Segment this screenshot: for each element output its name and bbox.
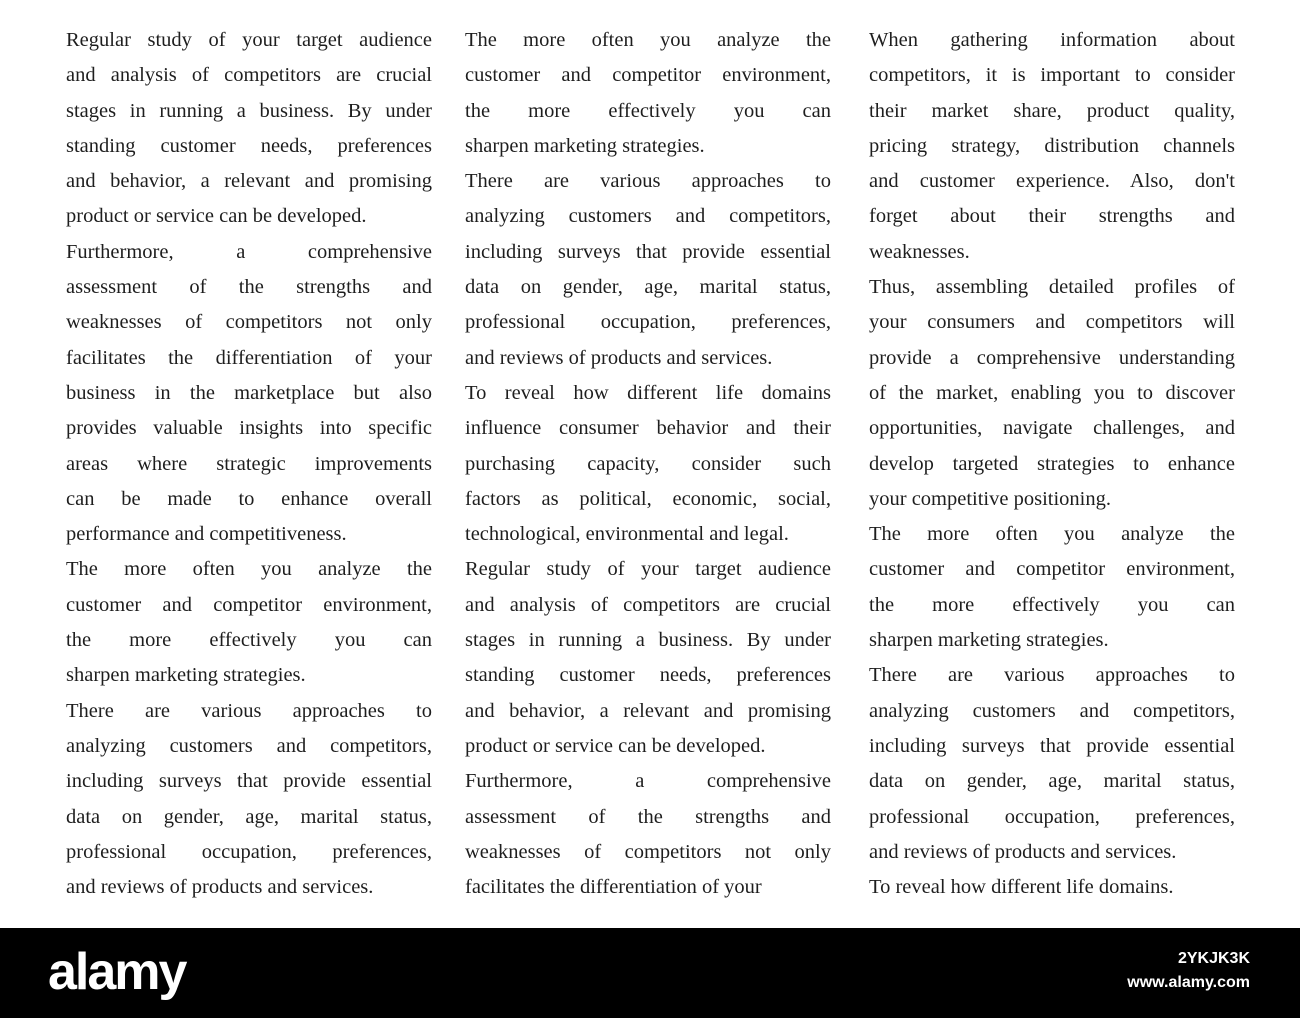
text-line: your competitive positioning. <box>869 487 1111 510</box>
text-line: pricing strategy, distribution channels <box>869 134 1235 157</box>
text-line: opportunities, navigate challenges, and <box>869 417 1235 440</box>
text-line: their market share, product quality, <box>869 99 1235 122</box>
text-line: Furthermore, a comprehensive <box>465 770 831 793</box>
text-column-2 <box>465 23 831 905</box>
text-line: Furthermore, a comprehensive <box>66 240 432 263</box>
text-line: provides valuable insights into specific <box>66 417 432 440</box>
text-line: and customer experience. Also, don't <box>869 170 1235 193</box>
text-column-3 <box>869 23 1235 905</box>
text-line: customer and competitor environment, <box>66 593 432 616</box>
text-column-1 <box>66 23 432 905</box>
text-line: standing customer needs, preferences <box>465 664 831 687</box>
text-line: and analysis of competitors are crucial <box>66 64 432 87</box>
text-line: sharpen marketing strategies. <box>465 134 705 157</box>
text-line: The more often you analyze the <box>465 29 831 51</box>
text-line: When gathering information about <box>869 29 1235 51</box>
text-line: weaknesses. <box>869 240 970 263</box>
text-line: and behavior, a relevant and promising <box>465 699 831 722</box>
text-line: There are various approaches to <box>465 170 831 193</box>
text-line: competitors, it is important to consider <box>869 64 1235 87</box>
text-line: performance and competitiveness. <box>66 523 347 546</box>
text-line: stages in running a business. By under <box>66 99 432 122</box>
text-line: There are various approaches to <box>869 664 1235 687</box>
text-line: analyzing customers and competitors, <box>66 734 432 757</box>
text-line: including surveys that provide essential <box>66 770 432 793</box>
text-line: your consumers and competitors will <box>869 311 1235 334</box>
text-line: professional occupation, preferences, <box>465 311 831 334</box>
text-line: stages in running a business. By under <box>465 629 831 652</box>
text-line: sharpen marketing strategies. <box>66 664 306 687</box>
brand-logo: alamy <box>48 943 186 1001</box>
text-line: and reviews of products and services. <box>465 346 773 369</box>
text-line: technological, environmental and legal. <box>465 523 789 546</box>
text-line: can be made to enhance overall <box>66 487 432 510</box>
text-line: and analysis of competitors are crucial <box>465 593 831 616</box>
text-line: business in the marketplace but also <box>66 381 432 404</box>
text-line: There are various approaches to <box>66 699 432 722</box>
text-line: standing customer needs, preferences <box>66 134 432 157</box>
text-line: analyzing customers and competitors, <box>465 205 831 228</box>
text-line: product or service can be developed. <box>465 734 766 757</box>
text-line: customer and competitor environment, <box>465 64 831 87</box>
text-line: influence consumer behavior and their <box>465 417 831 440</box>
text-line: analyzing customers and competitors, <box>869 699 1235 722</box>
text-line: The more often you analyze the <box>869 523 1235 546</box>
text-line: forget about their strengths and <box>869 205 1235 228</box>
text-line: sharpen marketing strategies. <box>869 629 1109 652</box>
text-line: provide a comprehensive understanding <box>869 346 1235 369</box>
text-line: and reviews of products and services. <box>66 876 374 899</box>
text-line: assessment of the strengths and <box>66 276 432 299</box>
text-line: To reveal how different life domains <box>465 381 831 404</box>
text-line: weaknesses of competitors not only <box>465 840 831 863</box>
text-line: Regular study of your target audience <box>465 558 831 581</box>
watermark-footer-bar <box>0 928 1300 1018</box>
text-line: the more effectively you can <box>66 629 432 652</box>
text-line: facilitates the differentiation of your <box>66 346 432 369</box>
text-line: professional occupation, preferences, <box>869 805 1235 828</box>
text-line: weaknesses of competitors not only <box>66 311 432 334</box>
text-line: facilitates the differentiation of your <box>465 876 762 899</box>
text-line: purchasing capacity, consider such <box>465 452 831 475</box>
image-id-label: 2YKJK3K <box>1177 950 1250 967</box>
text-line: of the market, enabling you to discover <box>869 381 1235 404</box>
text-line: including surveys that provide essential <box>869 734 1235 757</box>
text-line: Regular study of your target audience <box>66 29 432 51</box>
site-url-label: www.alamy.com <box>1127 974 1250 991</box>
text-line: The more often you analyze the <box>66 558 432 581</box>
text-line: factors as political, economic, social, <box>465 487 831 510</box>
text-line: and behavior, a relevant and promising <box>66 170 432 193</box>
text-line: the more effectively you can <box>869 593 1235 616</box>
text-line: including surveys that provide essential <box>465 240 831 263</box>
text-line: and reviews of products and services. <box>869 840 1177 863</box>
text-line: professional occupation, preferences, <box>66 840 432 863</box>
text-line: assessment of the strengths and <box>465 805 831 828</box>
text-line: develop targeted strategies to enhance <box>869 452 1235 475</box>
text-line: areas where strategic improvements <box>66 452 432 475</box>
text-line: data on gender, age, marital status, <box>869 770 1235 793</box>
text-line: the more effectively you can <box>465 99 831 122</box>
text-line: Thus, assembling detailed profiles of <box>869 276 1235 299</box>
text-line: data on gender, age, marital status, <box>465 276 831 299</box>
text-line: To reveal how different life domains. <box>869 876 1174 899</box>
text-line: data on gender, age, marital status, <box>66 805 432 828</box>
text-line: product or service can be developed. <box>66 205 367 228</box>
text-line: customer and competitor environment, <box>869 558 1235 581</box>
